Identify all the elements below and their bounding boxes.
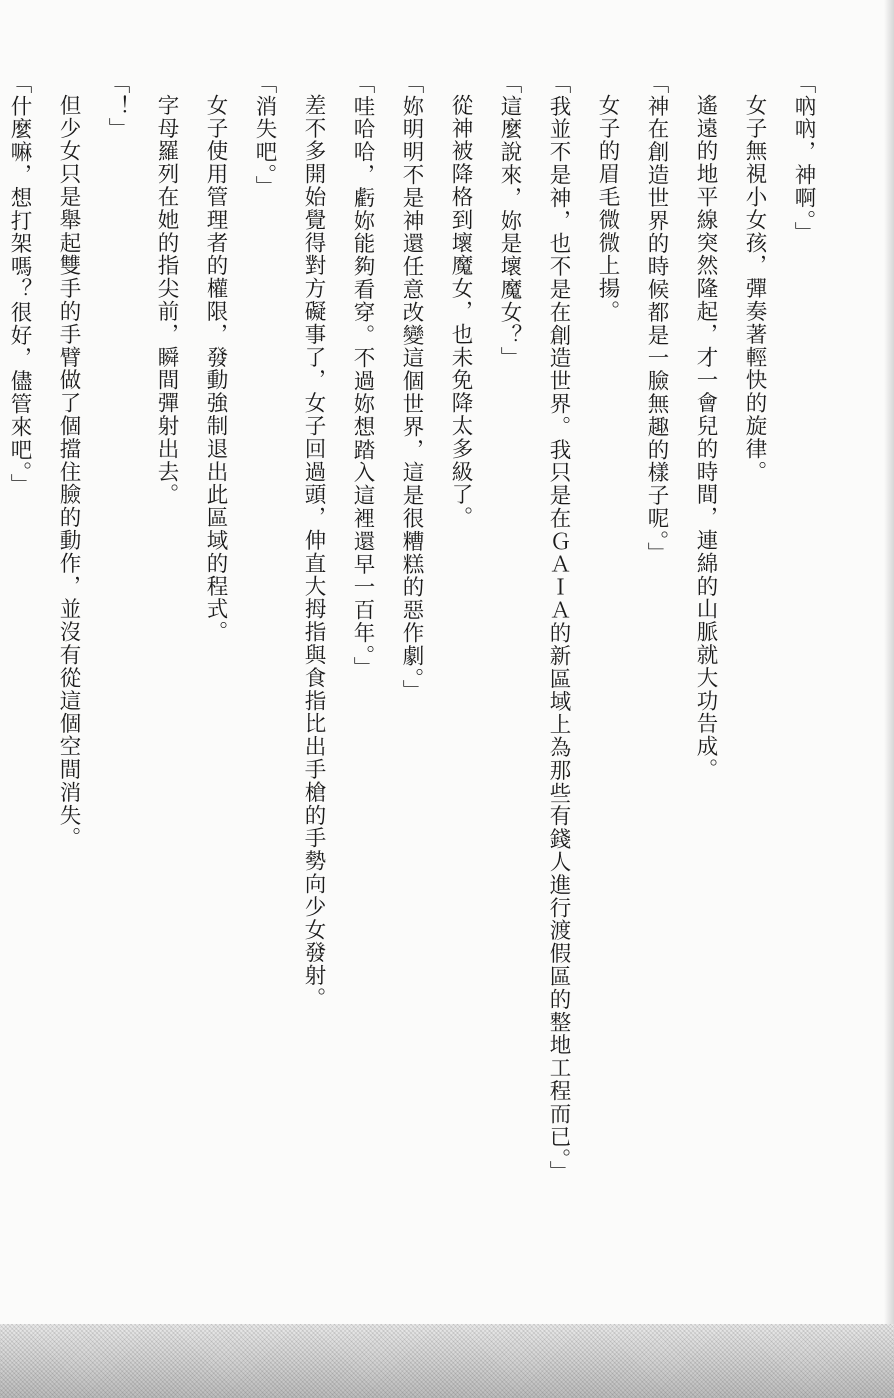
text-line: 從神被降格到壞魔女，也未免降太多級了。 — [448, 94, 473, 530]
text-line: 字母羅列在她的指尖前，瞬間彈射出去。 — [154, 94, 179, 507]
text-line: 「什麼嘛，想打架嗎？很好，儘管來吧。」 — [7, 72, 32, 497]
text-line: 「神在創造世界的時候都是一臉無趣的樣子呢。」 — [644, 72, 669, 566]
page-edge-shadow — [884, 0, 894, 1398]
text-line: 「我並不是神，也不是在創造世界。我只是在ＧＡＩＡ的新區域上為那些有錢人進行渡假區的整地工程而已。」 — [546, 72, 571, 1184]
text-line: 女子無視小女孩，彈奏著輕快的旋律。 — [742, 94, 767, 484]
text-line: 差不多開始覺得對方礙事了，女子回過頭，伸直大拇指與食指比出手槍的手勢向少女發射。 — [301, 94, 326, 1010]
text-line: 「哇哈哈，虧妳能夠看穿。不過妳想踏入這裡還早一百年。」 — [350, 72, 375, 680]
text-line: 遙遠的地平線突然隆起，才一會兒的時間，連綿的山脈就大功告成。 — [693, 94, 718, 781]
text-line: 女子的眉毛微微上揚。 — [595, 94, 620, 323]
text-line: 「！」 — [105, 72, 130, 141]
text-line: 但少女只是舉起雙手的手臂做了個擋住臉的動作，並沒有從這個空間消失。 — [56, 94, 81, 850]
text-line: 「妳明明不是神還任意改變這個世界，這是很糟糕的惡作劇。」 — [399, 72, 424, 703]
vertical-text-column-block — [0, 72, 828, 1232]
text-line: 「吶吶，神啊。」 — [791, 72, 816, 245]
text-line: 「這麼說來，妳是壞魔女？」 — [497, 72, 522, 370]
halftone-bottom-band — [0, 1324, 894, 1398]
text-line: 「消失吧。」 — [252, 72, 277, 199]
text-line: 女子使用管理者的權限，發動強制退出此區域的程式。 — [203, 94, 228, 644]
